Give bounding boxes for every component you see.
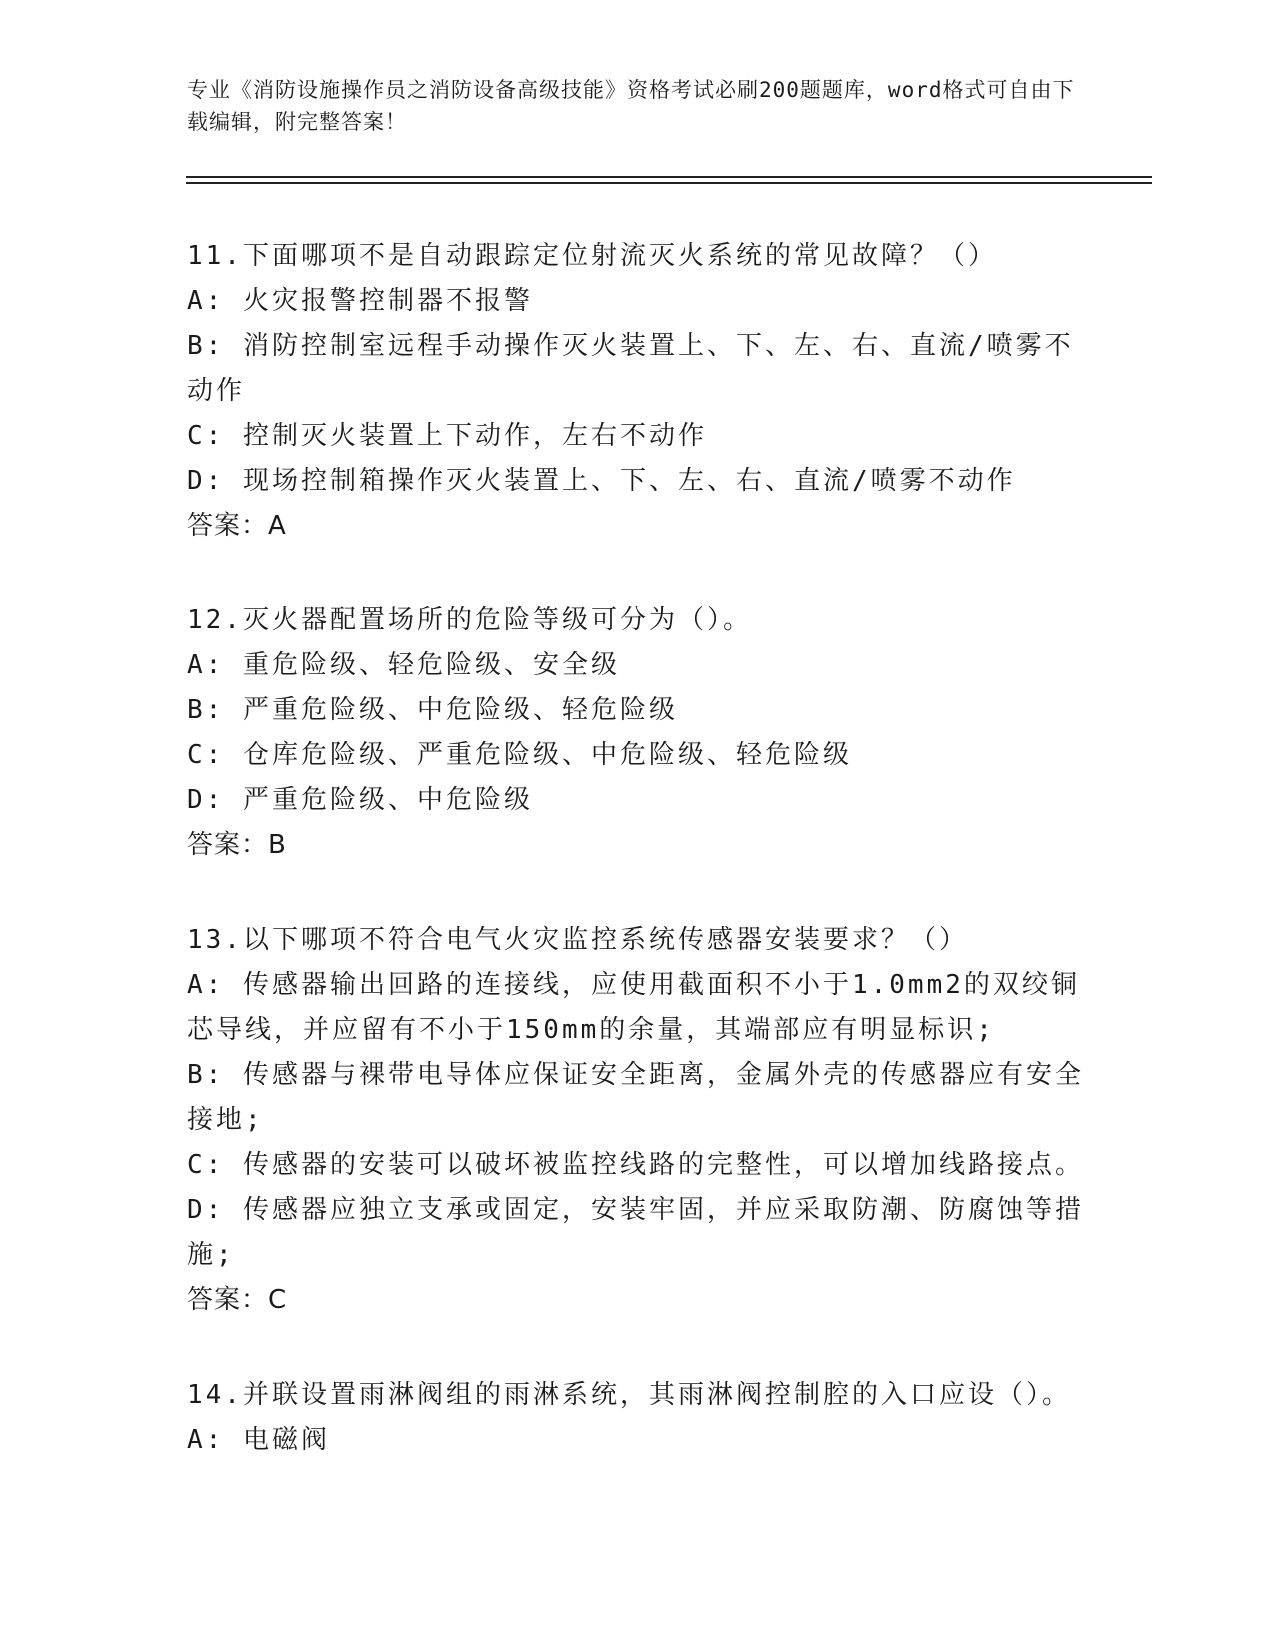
option-c: C: 仓库危险级、严重危险级、中危险级、轻危险级	[187, 740, 852, 770]
document-header: 专业《消防设施操作员之消防设备高级技能》资格考试必刷200题题库，word格式可自由下载编辑，附完整答案！	[187, 78, 1075, 134]
option-c: C: 传感器的安装可以破坏被监控线路的完整性，可以增加线路接点。	[187, 1150, 1084, 1180]
question-13	[187, 918, 1087, 1323]
option-a: A: 传感器输出回路的连接线，应使用截面积不小于1.0mm2的双绞铜芯导线，并应留有不小于150mm的余量，其端部应有明显标识;	[187, 970, 1080, 1045]
question-stem: 12.灭火器配置场所的危险等级可分为（）。	[187, 605, 752, 635]
option-c: C: 控制灭火装置上下动作，左右不动作	[187, 421, 707, 451]
question-stem: 14.并联设置雨淋阀组的雨淋系统，其雨淋阀控制腔的入口应设（）。	[187, 1380, 1071, 1410]
option-b: B: 消防控制室远程手动操作灭火装置上、下、左、右、直流/喷雾不动作	[187, 331, 1074, 406]
option-d: D: 传感器应独立支承或固定，安装牢固，并应采取防潮、防腐蚀等措施;	[187, 1195, 1084, 1270]
option-a: A: 电磁阀	[187, 1425, 330, 1455]
option-b: B: 严重危险级、中危险级、轻危险级	[187, 695, 678, 725]
answer: 答案：C	[187, 1285, 288, 1315]
option-a: A: 火灾报警控制器不报警	[187, 286, 533, 316]
question-stem: 11.下面哪项不是自动跟踪定位射流灭火系统的常见故障？（）	[187, 241, 997, 271]
option-b: B: 传感器与裸带电导体应保证安全距离，金属外壳的传感器应有安全接地;	[187, 1060, 1084, 1135]
question-11	[187, 234, 1087, 549]
question-14	[187, 1373, 1087, 1463]
question-stem: 13.以下哪项不符合电气火灾监控系统传感器安装要求？（）	[187, 925, 968, 955]
option-d: D: 现场控制箱操作灭火装置上、下、左、右、直流/喷雾不动作	[187, 466, 1016, 496]
header-divider-top	[186, 176, 1152, 178]
answer: 答案：B	[187, 830, 287, 860]
answer: 答案：A	[187, 511, 287, 541]
question-12	[187, 598, 1087, 868]
option-d: D: 严重危险级、中危险级	[187, 785, 533, 815]
option-a: A: 重危险级、轻危险级、安全级	[187, 650, 620, 680]
header-divider-bottom	[186, 182, 1152, 184]
